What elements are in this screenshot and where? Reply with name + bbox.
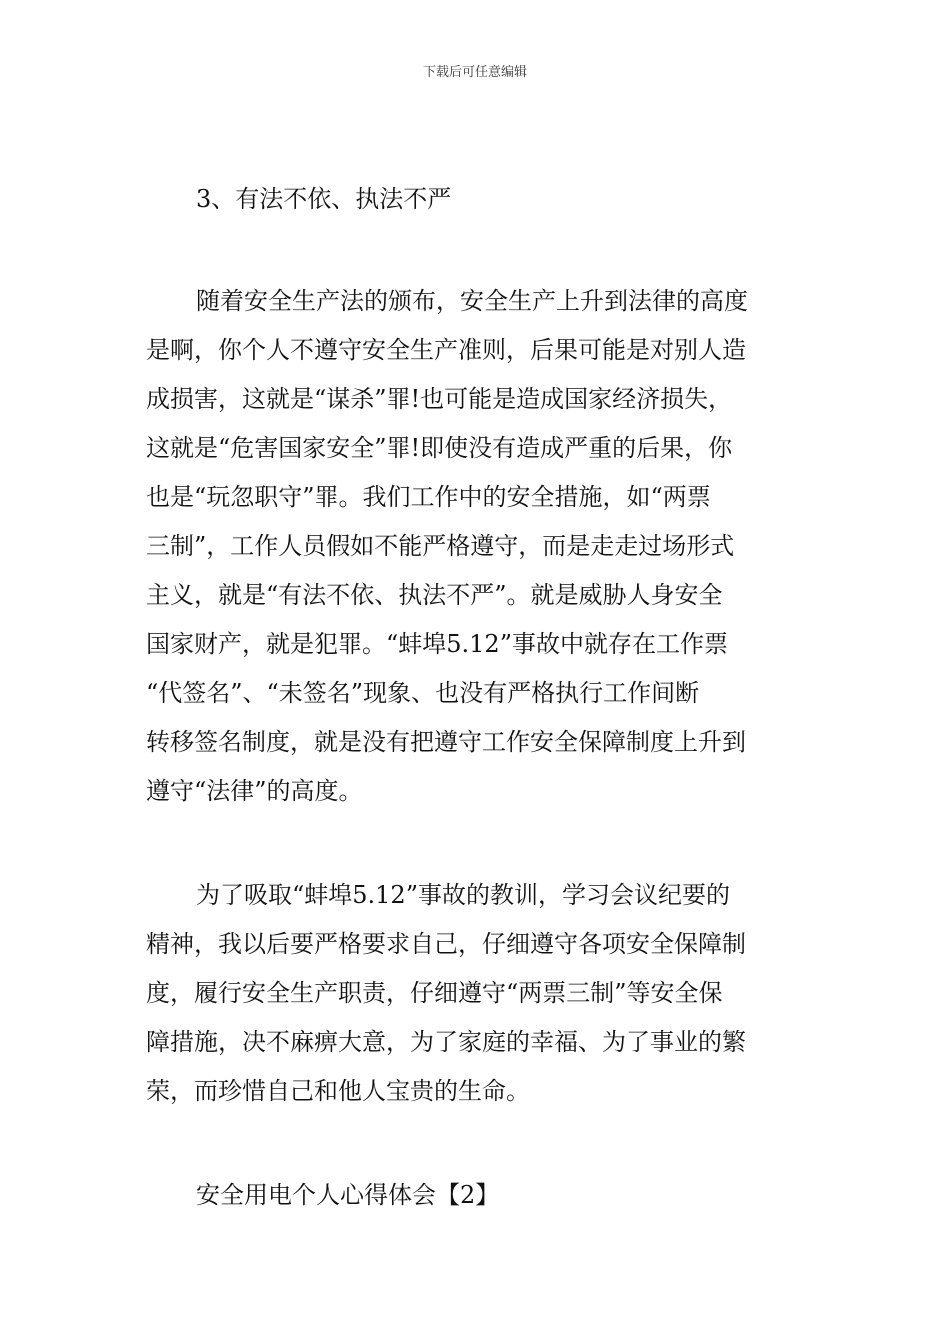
body-paragraph-2: [146, 878, 806, 1123]
paragraph-line: “代签名”、“未签名”现象、也没有严格执行工作间断: [146, 679, 700, 707]
section-heading: [146, 182, 806, 216]
paragraph-line: 也是“玩忽职守”罪。我们工作中的安全措施，如“两票: [146, 483, 711, 511]
paragraph-line: 精神，我以后要严格要求自己，仔细遵守各项安全保障制: [146, 930, 746, 958]
paragraph-line: 度，履行安全生产职责，仔细遵守“两票三制”等安全保: [146, 979, 723, 1007]
section-heading-text: 3、有法不依、执法不严: [196, 185, 452, 213]
paragraph-line: 主义，就是“有法不依、执法不严”。就是威胁人身安全: [146, 581, 723, 609]
next-section-heading-text: 安全用电个人心得体会【2】: [196, 1181, 500, 1209]
paragraph-line: 遵守“法律”的高度。: [146, 777, 363, 805]
paragraph-line: 三制”，工作人员假如不能严格遵守，而是走走过场形式: [146, 532, 735, 560]
paragraph-line: 是啊，你个人不遵守安全生产准则，后果可能是对别人造: [146, 336, 746, 364]
page-header-note: 下载后可任意编辑: [422, 65, 527, 80]
body-paragraph-1: [146, 284, 806, 823]
paragraph-line: 国家财产，就是犯罪。“蚌埠5.12”事故中就存在工作票: [146, 630, 728, 658]
paragraph-line: 荣，而珍惜自己和他人宝贵的生命。: [146, 1077, 530, 1105]
paragraph-line: 成损害，这就是“谋杀”罪!也可能是造成国家经济损失，: [146, 385, 733, 413]
paragraph-line: 转移签名制度，就是没有把遵守工作安全保障制度上升到: [146, 728, 746, 756]
next-section-heading: [146, 1178, 806, 1212]
paragraph-line: 为了吸取“蚌埠5.12”事故的教训，学习会议纪要的: [196, 881, 730, 909]
paragraph-line: 障措施，决不麻痹大意，为了家庭的幸福、为了事业的繁: [146, 1028, 746, 1056]
paragraph-line: 这就是“危害国家安全”罪!即使没有造成严重的后果，你: [146, 434, 733, 462]
paragraph-line: 随着安全生产法的颁布，安全生产上升到法律的高度: [196, 287, 748, 315]
